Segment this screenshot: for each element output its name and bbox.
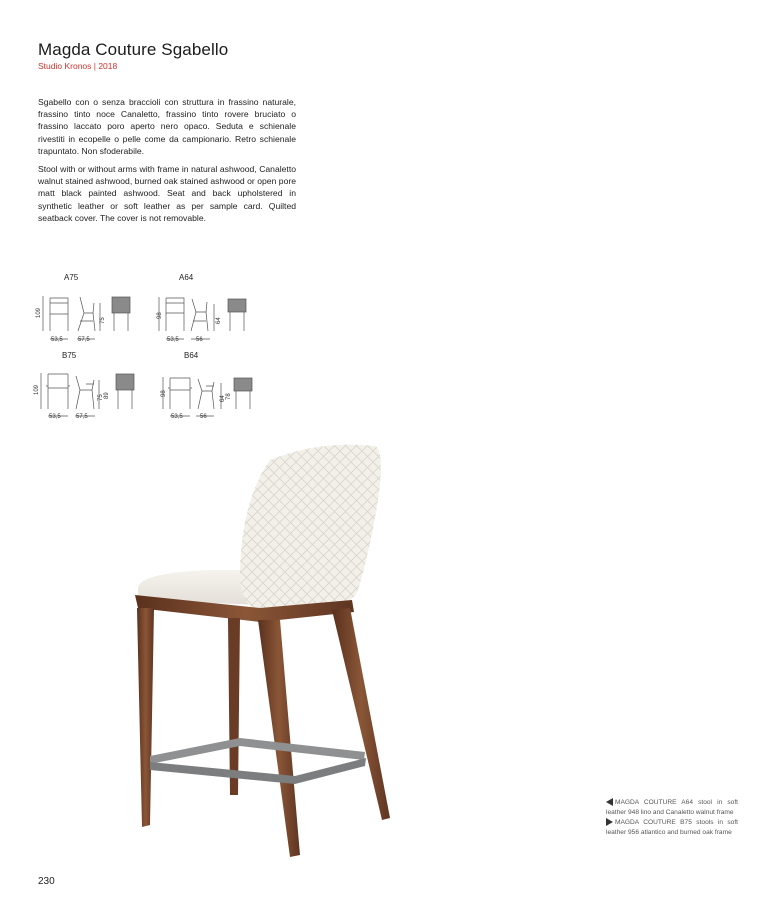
caption-a64: MAGDA COUTURE A64 stool in soft leather 948 lino and Canaletto walnut frame <box>606 799 738 816</box>
dim-a64-seat: 64 <box>216 317 222 324</box>
dim-a64-height: 98 <box>157 312 163 319</box>
dim-b64-arm: 78 <box>226 393 232 400</box>
product-photo <box>120 440 410 865</box>
description-english: Stool with or without arms with frame in natural ashwood, Canaletto walnut stained ashwood, burned oak stained ashwood or open pore matt black painted ashwood. Seat and back upholstered in synthetic leather or soft leather as per sample card. Quilted seatback cover. The cover is not removable. <box>38 164 296 223</box>
dim-b75-width: 53,5 <box>49 414 61 420</box>
drawing-a75-side <box>78 297 95 331</box>
model-label-b75: B75 <box>62 351 77 360</box>
drawing-b64-back <box>234 378 252 409</box>
drawing-a75-back <box>112 297 130 331</box>
dim-a75-seat: 75 <box>100 317 106 324</box>
description-italian: Sgabello con o senza braccioli con struttura in frassino naturale, frassino tinto noce Canaletto, frassino tinto rovere bruciato o frassino laccato poro aperto nero opaco. Seduta e schienale rivestiti in ecopelle o pelle come da campionario. Retro schienale trapuntato. Non sfoderabile. <box>38 97 296 156</box>
dim-b75-height: 109 <box>34 384 40 395</box>
dim-b64-depth: 56 <box>200 414 207 420</box>
page-title: Magda Couture Sgabello <box>38 40 229 59</box>
drawing-a64-side <box>191 299 208 331</box>
drawing-b75-back <box>116 374 134 409</box>
dim-b64-width: 53,5 <box>171 414 183 420</box>
dim-b64-seat: 64 <box>220 395 226 402</box>
drawing-b64-front <box>168 378 192 409</box>
page-number: 230 <box>38 876 55 887</box>
drawing-b64-side <box>198 379 214 409</box>
page-subtitle: Studio Kronos | 2018 <box>38 61 118 71</box>
model-label-a64: A64 <box>179 273 194 282</box>
caption-b75: MAGDA COUTURE B75 stools in soft leather 956 atlantico and burned oak frame <box>606 819 738 836</box>
dim-b75-depth: 57,5 <box>76 414 88 420</box>
model-label-b64: B64 <box>184 351 199 360</box>
triangle-left-icon <box>606 798 613 806</box>
dim-b75-seat: 75 <box>98 394 104 401</box>
drawing-b75-side <box>76 376 94 409</box>
dim-a64-depth: 56 <box>196 337 203 343</box>
dim-b64-height: 98 <box>161 390 167 397</box>
drawing-a64-front <box>166 298 184 331</box>
dim-a75-height: 109 <box>36 307 42 318</box>
triangle-right-icon <box>606 818 613 826</box>
drawing-a75-front <box>50 298 68 331</box>
model-label-a75: A75 <box>64 273 79 282</box>
stool-image <box>135 445 390 857</box>
dim-b75-arm: 89 <box>104 392 110 399</box>
photo-captions <box>606 798 738 838</box>
drawing-b75-front <box>46 374 70 409</box>
drawing-a64-back <box>228 299 246 331</box>
dim-a75-width: 53,5 <box>51 337 63 343</box>
dim-a75-depth: 57,5 <box>78 337 90 343</box>
dim-a64-width: 53,5 <box>167 337 179 343</box>
